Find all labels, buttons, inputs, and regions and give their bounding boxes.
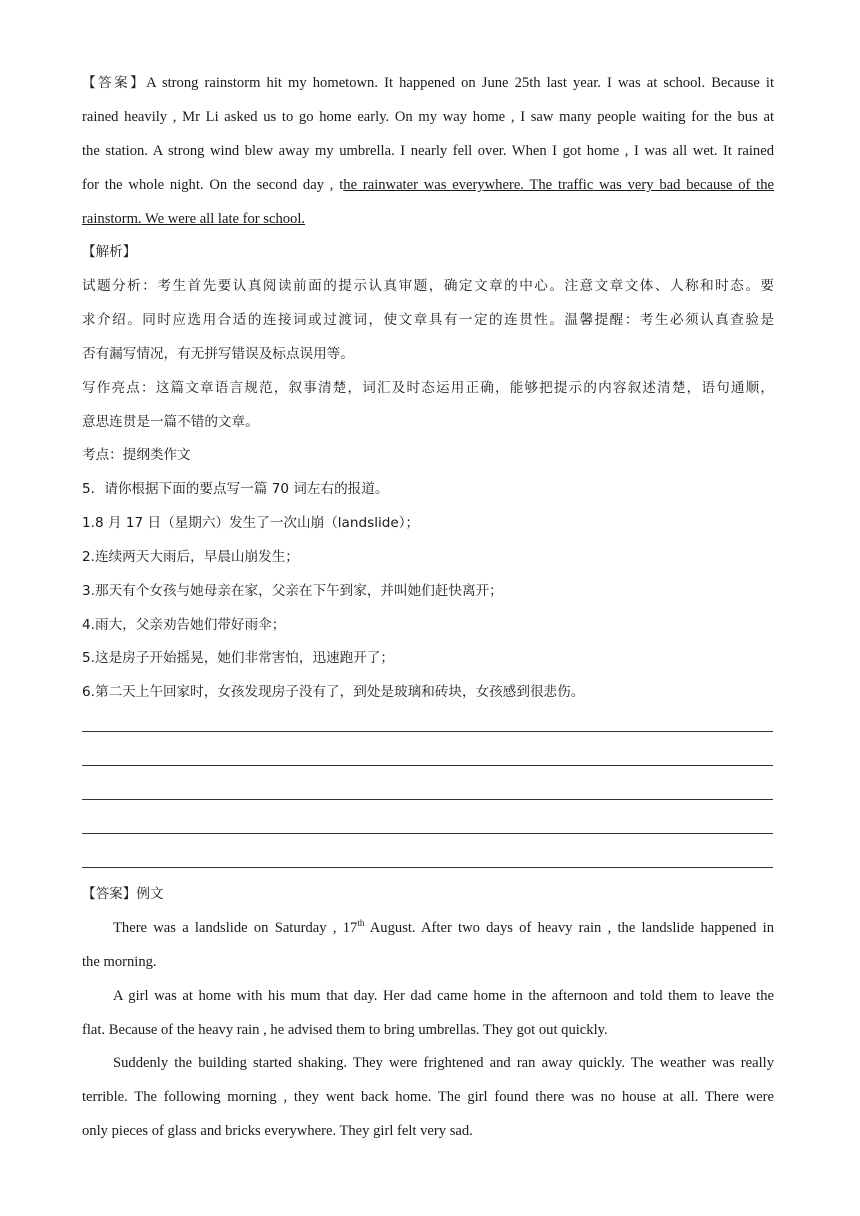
writing-line — [82, 799, 773, 800]
essay-p1-line-2: the morning. — [82, 954, 157, 970]
analysis-heading: 【解析】 — [82, 244, 137, 260]
essay-p3-line-1: Suddenly the building started shaking. They were frightened and ran away quickly. The weather was really — [113, 1055, 774, 1071]
essay-p3-line-2: terrible. The following morning , they went back home. The girl found there was no house at all. There were — [82, 1089, 774, 1105]
question-point: 4.雨大，父亲劝告她们带好雨伞； — [82, 617, 286, 633]
question-point: 5.这是房子开始摇晃，她们非常害怕，迅速跑开了； — [82, 650, 395, 666]
answer-label: 例文 — [136, 886, 164, 902]
writing-line — [82, 765, 773, 766]
analysis-p1-line-3: 否有漏写情况，有无拼写错误及标点误用等。 — [82, 346, 354, 362]
answer1-line-2: rained heavily , Mr Li asked us to go home early. On my way home , I saw many people waiting for the bus at — [82, 109, 774, 125]
answer-tag: 【答案】 — [82, 886, 137, 902]
analysis-p1-line-1: 试题分析：考生首先要认真阅读前面的提示认真审题，确定文章的中心。注意文章文体、人称和时态。要 — [82, 278, 774, 294]
analysis-p2-line-1: 写作亮点：这篇文章语言规范，叙事清楚，词汇及时态运用正确，能够把提示的内容叙述清楚，语句通顺， — [82, 380, 774, 396]
kaodian-label: 考点：提纲类作文 — [82, 447, 191, 463]
writing-line — [82, 731, 773, 732]
answer1-line-3: the station. A strong wind blew away my umbrella. I nearly fell over. When I got home , I was all wet. It rained — [82, 143, 774, 159]
answer1-line-1: 【答案】A strong rainstorm hit my hometown. It happened on June 25th last year. I was at school. Because it — [82, 75, 774, 91]
writing-line — [82, 833, 773, 834]
essay-p1-line-1: There was a landslide on Saturday , 17th August. After two days of heavy rain , the landslide happened in — [113, 918, 774, 936]
question-point: 1.8 月 17 日（星期六）发生了一次山崩（landslide）； — [82, 515, 420, 531]
essay-p2-line-2: flat. Because of the heavy rain , he advised them to bring umbrellas. They got out quickly. — [82, 1022, 608, 1038]
essay-p2-line-1: A girl was at home with his mum that day. Her dad came home in the afternoon and told them to leave the — [113, 988, 774, 1004]
writing-line — [82, 867, 773, 868]
question-point: 3.那天有个女孩与她母亲在家，父亲在下午到家，并叫她们赶快离开； — [82, 583, 503, 599]
underlined-text: rainstorm. We were all late for school. — [82, 211, 306, 227]
essay-p3-line-3: only pieces of glass and bricks everywhere. They girl felt very sad. — [82, 1123, 473, 1139]
answer1-line-5 — [82, 209, 774, 229]
underlined-text: he rainwater was everywhere. The traffic was very bad because of the — [343, 177, 774, 193]
analysis-p2-line-2: 意思连贯是一篇不错的文章。 — [82, 414, 259, 430]
answer2-heading — [82, 884, 774, 904]
question-point: 6.第二天上午回家时，女孩发现房子没有了，到处是玻璃和砖块，女孩感到很悲伤。 — [82, 684, 585, 700]
answer1-line-4: for the whole night. On the second day , the rainwater was everywhere. The traffic was very bad because of the — [82, 177, 774, 193]
answer-tag: 【答案】 — [82, 75, 147, 91]
question-5-prompt: 5．请你根据下面的要点写一篇 70 词左右的报道。 — [82, 481, 389, 497]
question-point: 2.连续两天大雨后，早晨山崩发生； — [82, 549, 299, 565]
analysis-p1-line-2: 求介绍。同时应选用合适的连接词或过渡词，使文章具有一定的连贯性。温馨提醒：考生必须认真查验是 — [82, 312, 774, 328]
